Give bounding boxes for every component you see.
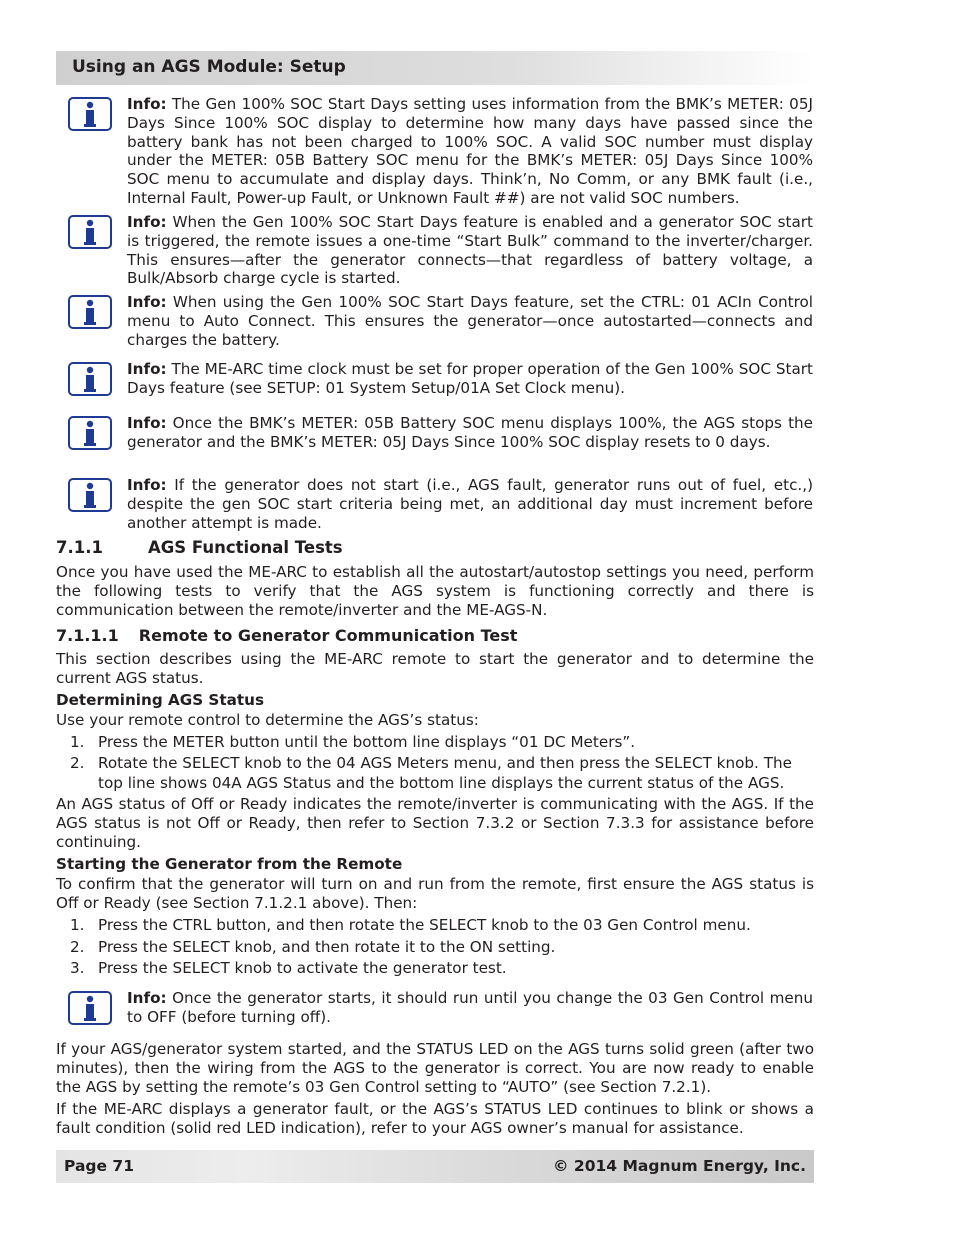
info-text: Once the generator starts, it should run until you change the 03 Gen Control menu to OFF (before turning off). [127,989,813,1026]
determining-after: An AGS status of Off or Ready indicates the remote/inverter is communicating with the AGS. If the AGS status is not Off or Ready, then refer to Section 7.3.2 or Section 7.3.3 for assistance before continuing. [56,795,814,851]
page-header-bar [56,51,814,85]
page-footer [56,1150,814,1183]
starting-para-2: If the ME-ARC displays a generator fault, or the AGS’s STATUS LED continues to blink or shows a fault condition (solid red LED indication), refer to your AGS owner’s manual for assistance. [56,1100,814,1137]
step-text: Press the METER button until the bottom line displays “01 DC Meters”. [98,733,636,751]
info-note-gen-control [68,989,813,1027]
info-label: Info: [127,476,167,494]
section-heading-7-1-1 [56,539,814,558]
section-heading-7-1-1-1 [56,627,814,646]
info-icon [68,362,112,396]
section-title: AGS Functional Tests [147,538,343,557]
step-number: 1. [70,733,85,751]
info-note-acin-control [68,293,813,349]
step-text: Press the CTRL button, and then rotate the SELECT knob to the 03 Gen Control menu. [98,916,751,934]
step-text: Press the SELECT knob, and then rotate it to the ON setting. [98,938,556,956]
info-icon [68,295,112,329]
info-label: Info: [127,293,167,311]
step-number: 2. [70,938,85,956]
info-note-soc-start-days [68,95,813,208]
starting-para-1: If your AGS/generator system started, and the STATUS LED on the AGS turns solid green (after two minutes), then the wiring from the AGS to the generator is correct. You are now ready to enable the AGS by setting the remote’s 03 Gen Control setting to “AUTO” (see Section 7.2.1). [56,1040,814,1096]
list-item [70,754,814,793]
section-number: 7.1.1 [56,538,103,557]
subheading-starting-generator: Starting the Generator from the Remote [56,855,403,873]
list-item [70,959,814,979]
info-note-time-clock [68,360,813,398]
section-body-7-1-1: Once you have used the ME-ARC to establish all the autostart/autostop settings you need, perform the following tests to verify that the AGS system is functioning correctly and there is communication between the remote/inverter and the ME-AGS-N. [56,563,814,619]
step-number: 2. [70,754,85,772]
page-header-title: Using an AGS Module: Setup [72,57,346,77]
section-number: 7.1.1.1 [56,626,119,645]
subheading-determining-ags-status: Determining AGS Status [56,691,264,709]
info-label: Info: [127,213,167,231]
info-label: Info: [127,414,167,432]
info-note-generator-not-start [68,476,813,532]
section-title: Remote to Generator Communication Test [138,626,518,645]
info-label: Info: [127,360,167,378]
info-text: When using the Gen 100% SOC Start Days feature, set the CTRL: 01 ACIn Control menu to Auto Connect. This ensures the generator—once autostarted—connects and charges the battery. [127,293,813,349]
info-icon [68,97,112,131]
step-text: Rotate the SELECT knob to the 04 AGS Meters menu, and then press the SELECT knob. The top line shows 04A AGS Status and the bottom line displays the current status of the AGS. [98,754,792,792]
step-number: 3. [70,959,85,977]
info-text: The Gen 100% SOC Start Days setting uses information from the BMK’s METER: 05J Days Since 100% SOC display to determine how many days have passed since the battery bank has not been charged to 100% SOC. A valid SOC number must display under the METER: 05B Battery SOC menu for the BMK’s METER: 05J Days Since 100% SOC menu to accumulate and display days. Think’n, No Comm, or any BMK fault (i.e., Internal Fault, Power-up Fault, or Unknown Fault ##) are not valid SOC numbers. [127,95,813,207]
info-icon [68,215,112,249]
info-text: The ME-ARC time clock must be set for proper operation of the Gen 100% SOC Start Days feature (see SETUP: 01 System Setup/01A Set Clock menu). [127,360,813,397]
step-number: 1. [70,916,85,934]
info-text: If the generator does not start (i.e., AGS fault, generator runs out of fuel, etc.,) despite the gen SOC start criteria being met, an additional day must increment before another attempt is made. [127,476,813,532]
info-label: Info: [127,989,167,1007]
determining-intro: Use your remote control to determine the AGS’s status: [56,711,479,729]
section-body-7-1-1-1: This section describes using the ME-ARC remote to start the generator and to determine the current AGS status. [56,650,814,687]
info-icon [68,416,112,450]
list-item [70,938,814,958]
page-number: Page 71 [64,1157,134,1175]
copyright: © 2014 Magnum Energy, Inc. [553,1157,806,1175]
list-item [70,733,814,753]
info-icon [68,478,112,512]
starting-intro: To confirm that the generator will turn on and run from the remote, first ensure the AGS status is Off or Ready (see Section 7.1.2.1 above). Then: [56,875,814,912]
info-note-battery-soc [68,414,813,452]
info-text: When the Gen 100% SOC Start Days feature is enabled and a generator SOC start is triggered, the remote issues a one-time “Start Bulk” command to the inverter/charger. This ensures—after the generator connects—that regardless of battery voltage, a Bulk/Absorb charge cycle is started. [127,213,813,288]
info-text: Once the BMK’s METER: 05B Battery SOC menu displays 100%, the AGS stops the generator and the BMK’s METER: 05J Days Since 100% SOC display resets to 0 days. [127,414,813,451]
info-icon [68,991,112,1025]
list-item [70,916,814,936]
info-label: Info: [127,95,167,113]
step-text: Press the SELECT knob to activate the generator test. [98,959,507,977]
info-note-start-bulk [68,213,813,288]
